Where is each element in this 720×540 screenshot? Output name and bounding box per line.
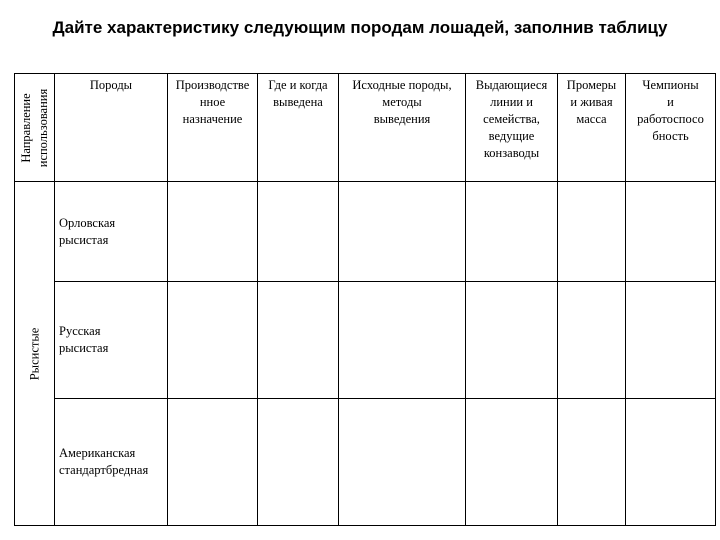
breed-cell	[55, 399, 168, 526]
header-text: и	[667, 95, 674, 109]
empty-cell[interactable]	[168, 182, 258, 282]
header-text: ведущие	[488, 129, 535, 143]
empty-cell[interactable]	[466, 399, 558, 526]
empty-cell[interactable]	[339, 399, 466, 526]
empty-cell[interactable]	[339, 182, 466, 282]
breed-cell	[55, 182, 168, 282]
header-text: использования	[35, 88, 50, 167]
empty-cell[interactable]	[168, 399, 258, 526]
header-measures	[558, 74, 626, 182]
table-row	[15, 399, 716, 526]
header-champions	[626, 74, 716, 182]
breed-name: Орловская	[59, 215, 116, 230]
table-row	[15, 182, 716, 282]
empty-cell[interactable]	[466, 282, 558, 399]
header-text: бность	[652, 129, 689, 143]
header-text: Производстве	[175, 78, 250, 92]
header-text: Направление	[18, 92, 33, 163]
header-text: нное	[199, 95, 226, 109]
breed-name: рысистая	[59, 341, 109, 355]
breed-name: стандартбредная	[59, 463, 149, 477]
empty-cell[interactable]	[168, 282, 258, 399]
group-cell	[15, 182, 55, 526]
header-text: линии и	[490, 95, 533, 109]
header-text: Породы	[89, 78, 133, 92]
empty-cell[interactable]	[558, 282, 626, 399]
empty-cell[interactable]	[626, 399, 716, 526]
header-text: Промеры	[566, 78, 617, 92]
header-text: Выдающиеся	[475, 78, 548, 92]
header-text: Исходные породы,	[352, 78, 452, 92]
header-text: выведения	[373, 112, 431, 126]
empty-cell[interactable]	[258, 399, 339, 526]
header-direction	[15, 74, 55, 182]
header-text: Чемпионы	[642, 78, 699, 92]
empty-cell[interactable]	[339, 282, 466, 399]
header-text: Где и когда	[268, 78, 328, 92]
header-purpose	[168, 74, 258, 182]
breed-name: рысистая	[59, 232, 109, 247]
empty-cell[interactable]	[558, 182, 626, 282]
breed-name: Американская	[59, 446, 136, 460]
group-label: Рысистые	[27, 327, 41, 380]
empty-cell[interactable]	[258, 282, 339, 399]
page-title: Дайте характеристику следующим породам лошадей, заполнив таблицу	[52, 18, 668, 37]
empty-cell[interactable]	[558, 399, 626, 526]
header-text: семейства,	[483, 112, 540, 126]
header-text: работоспосо	[637, 112, 704, 126]
header-text: выведена	[273, 95, 323, 109]
breeds-table	[14, 73, 716, 526]
empty-cell[interactable]	[466, 182, 558, 282]
header-text: масса	[576, 112, 607, 126]
header-lines	[466, 74, 558, 182]
breed-cell	[55, 282, 168, 399]
breed-name: Русская	[59, 324, 101, 338]
header-text: методы	[382, 95, 422, 109]
header-text: конзаводы	[483, 146, 540, 160]
header-breeds	[55, 74, 168, 182]
header-text: и живая	[570, 95, 613, 109]
header-origin	[339, 74, 466, 182]
header-row	[15, 74, 716, 182]
header-where-when	[258, 74, 339, 182]
empty-cell[interactable]	[626, 182, 716, 282]
empty-cell[interactable]	[258, 182, 339, 282]
header-text: назначение	[182, 112, 243, 126]
table-row	[15, 282, 716, 399]
empty-cell[interactable]	[626, 282, 716, 399]
